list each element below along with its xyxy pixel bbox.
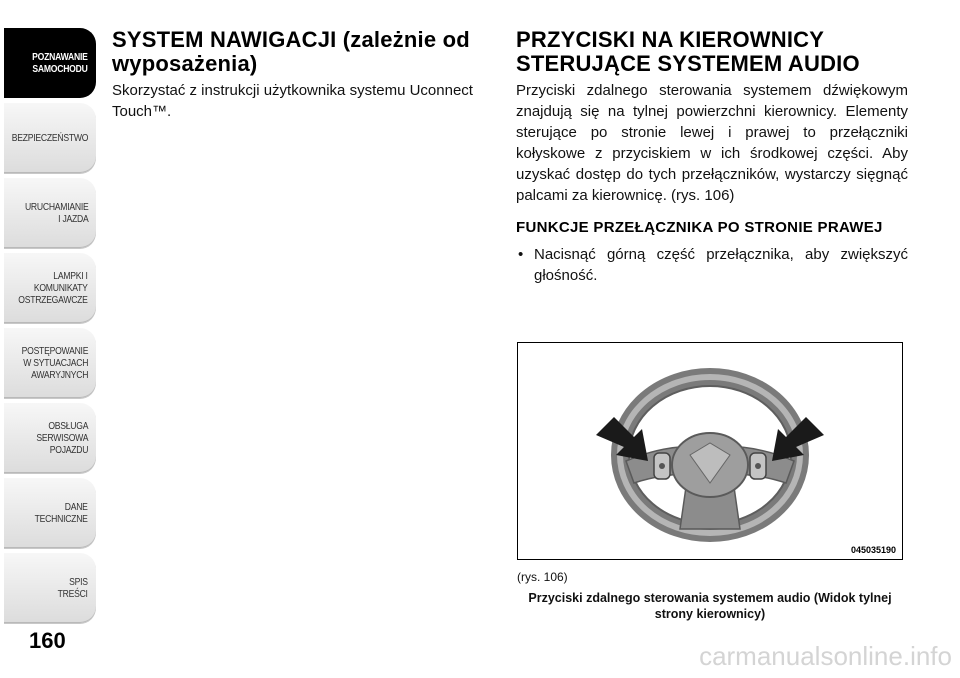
tab-poznawanie-samochodu[interactable] bbox=[4, 28, 96, 98]
steering-wheel-figure bbox=[517, 342, 903, 560]
audio-controls-text: Przyciski zdalnego sterowania systemem dźwiękowym znajdują się na tylnej powierzchni kierownicy. Elementy sterujące po stronie lewej i prawej to przełączniki kołyskowe z przyciskiem w ich środkowej części. Aby uzyskać dostęp do tych przełączników, wystarczy sięgnąć palcami za kierownicę. (rys. 106) bbox=[516, 82, 908, 204]
tab-label: POZNAWANIE SAMOCHODU bbox=[32, 51, 88, 75]
bullet-item bbox=[516, 244, 908, 286]
navigation-text: Skorzystać z instrukcji użytkownika systemu Uconnect Touch™. bbox=[112, 82, 473, 120]
tab-dane-techniczne[interactable] bbox=[4, 478, 96, 548]
figure-code: 045035190 bbox=[850, 545, 896, 555]
steering-wheel-illustration bbox=[518, 343, 902, 559]
tab-label: OBSŁUGA SERWISOWA POJAZDU bbox=[36, 420, 88, 456]
tab-label: POSTĘPOWANIE W SYTUACJACH AWARYJNYCH bbox=[21, 345, 88, 381]
left-column bbox=[112, 28, 502, 122]
tab-label: BEZPIECZEŃSTWO bbox=[11, 132, 88, 144]
navigation-heading: SYSTEM NAWIGACJI (zależnie od wyposażenia) bbox=[112, 27, 470, 76]
bullet-text: Nacisnąć górną część przełącznika, aby zwiększyć głośność. bbox=[534, 246, 908, 284]
steering-wheel bbox=[620, 377, 800, 533]
tab-spis-tresci[interactable] bbox=[4, 553, 96, 623]
tab-label: DANE TECHNICZNE bbox=[34, 501, 88, 525]
tab-label: LAMPKI I KOMUNIKATY OSTRZEGAWCZE bbox=[18, 270, 88, 306]
figure-caption: Przyciski zdalnego sterowania systemem audio (Widok tylnej strony kierownicy) bbox=[528, 591, 892, 621]
watermark: carmanualsonline.info bbox=[699, 641, 952, 671]
tab-uruchamianie[interactable] bbox=[4, 178, 96, 248]
right-switch-subheading: FUNKCJE PRZEŁĄCZNIKA PO STRONIE PRAWEJ bbox=[516, 219, 883, 236]
tab-label: SPIS TREŚCI bbox=[57, 576, 88, 600]
tab-obsluga[interactable] bbox=[4, 403, 96, 473]
figure-label: (rys. 106) bbox=[517, 570, 568, 584]
tab-bezpieczenstwo[interactable] bbox=[4, 103, 96, 173]
tab-postepowanie[interactable] bbox=[4, 328, 96, 398]
tab-lampki[interactable] bbox=[4, 253, 96, 323]
audio-controls-heading: PRZYCISKI NA KIEROWNICY STERUJĄCE SYSTEMEM AUDIO bbox=[516, 27, 860, 76]
page-number: 160 bbox=[29, 628, 66, 653]
tab-label: URUCHAMIANIE I JAZDA bbox=[24, 201, 88, 225]
right-column bbox=[516, 28, 908, 286]
bullet-mark: • bbox=[518, 246, 524, 263]
